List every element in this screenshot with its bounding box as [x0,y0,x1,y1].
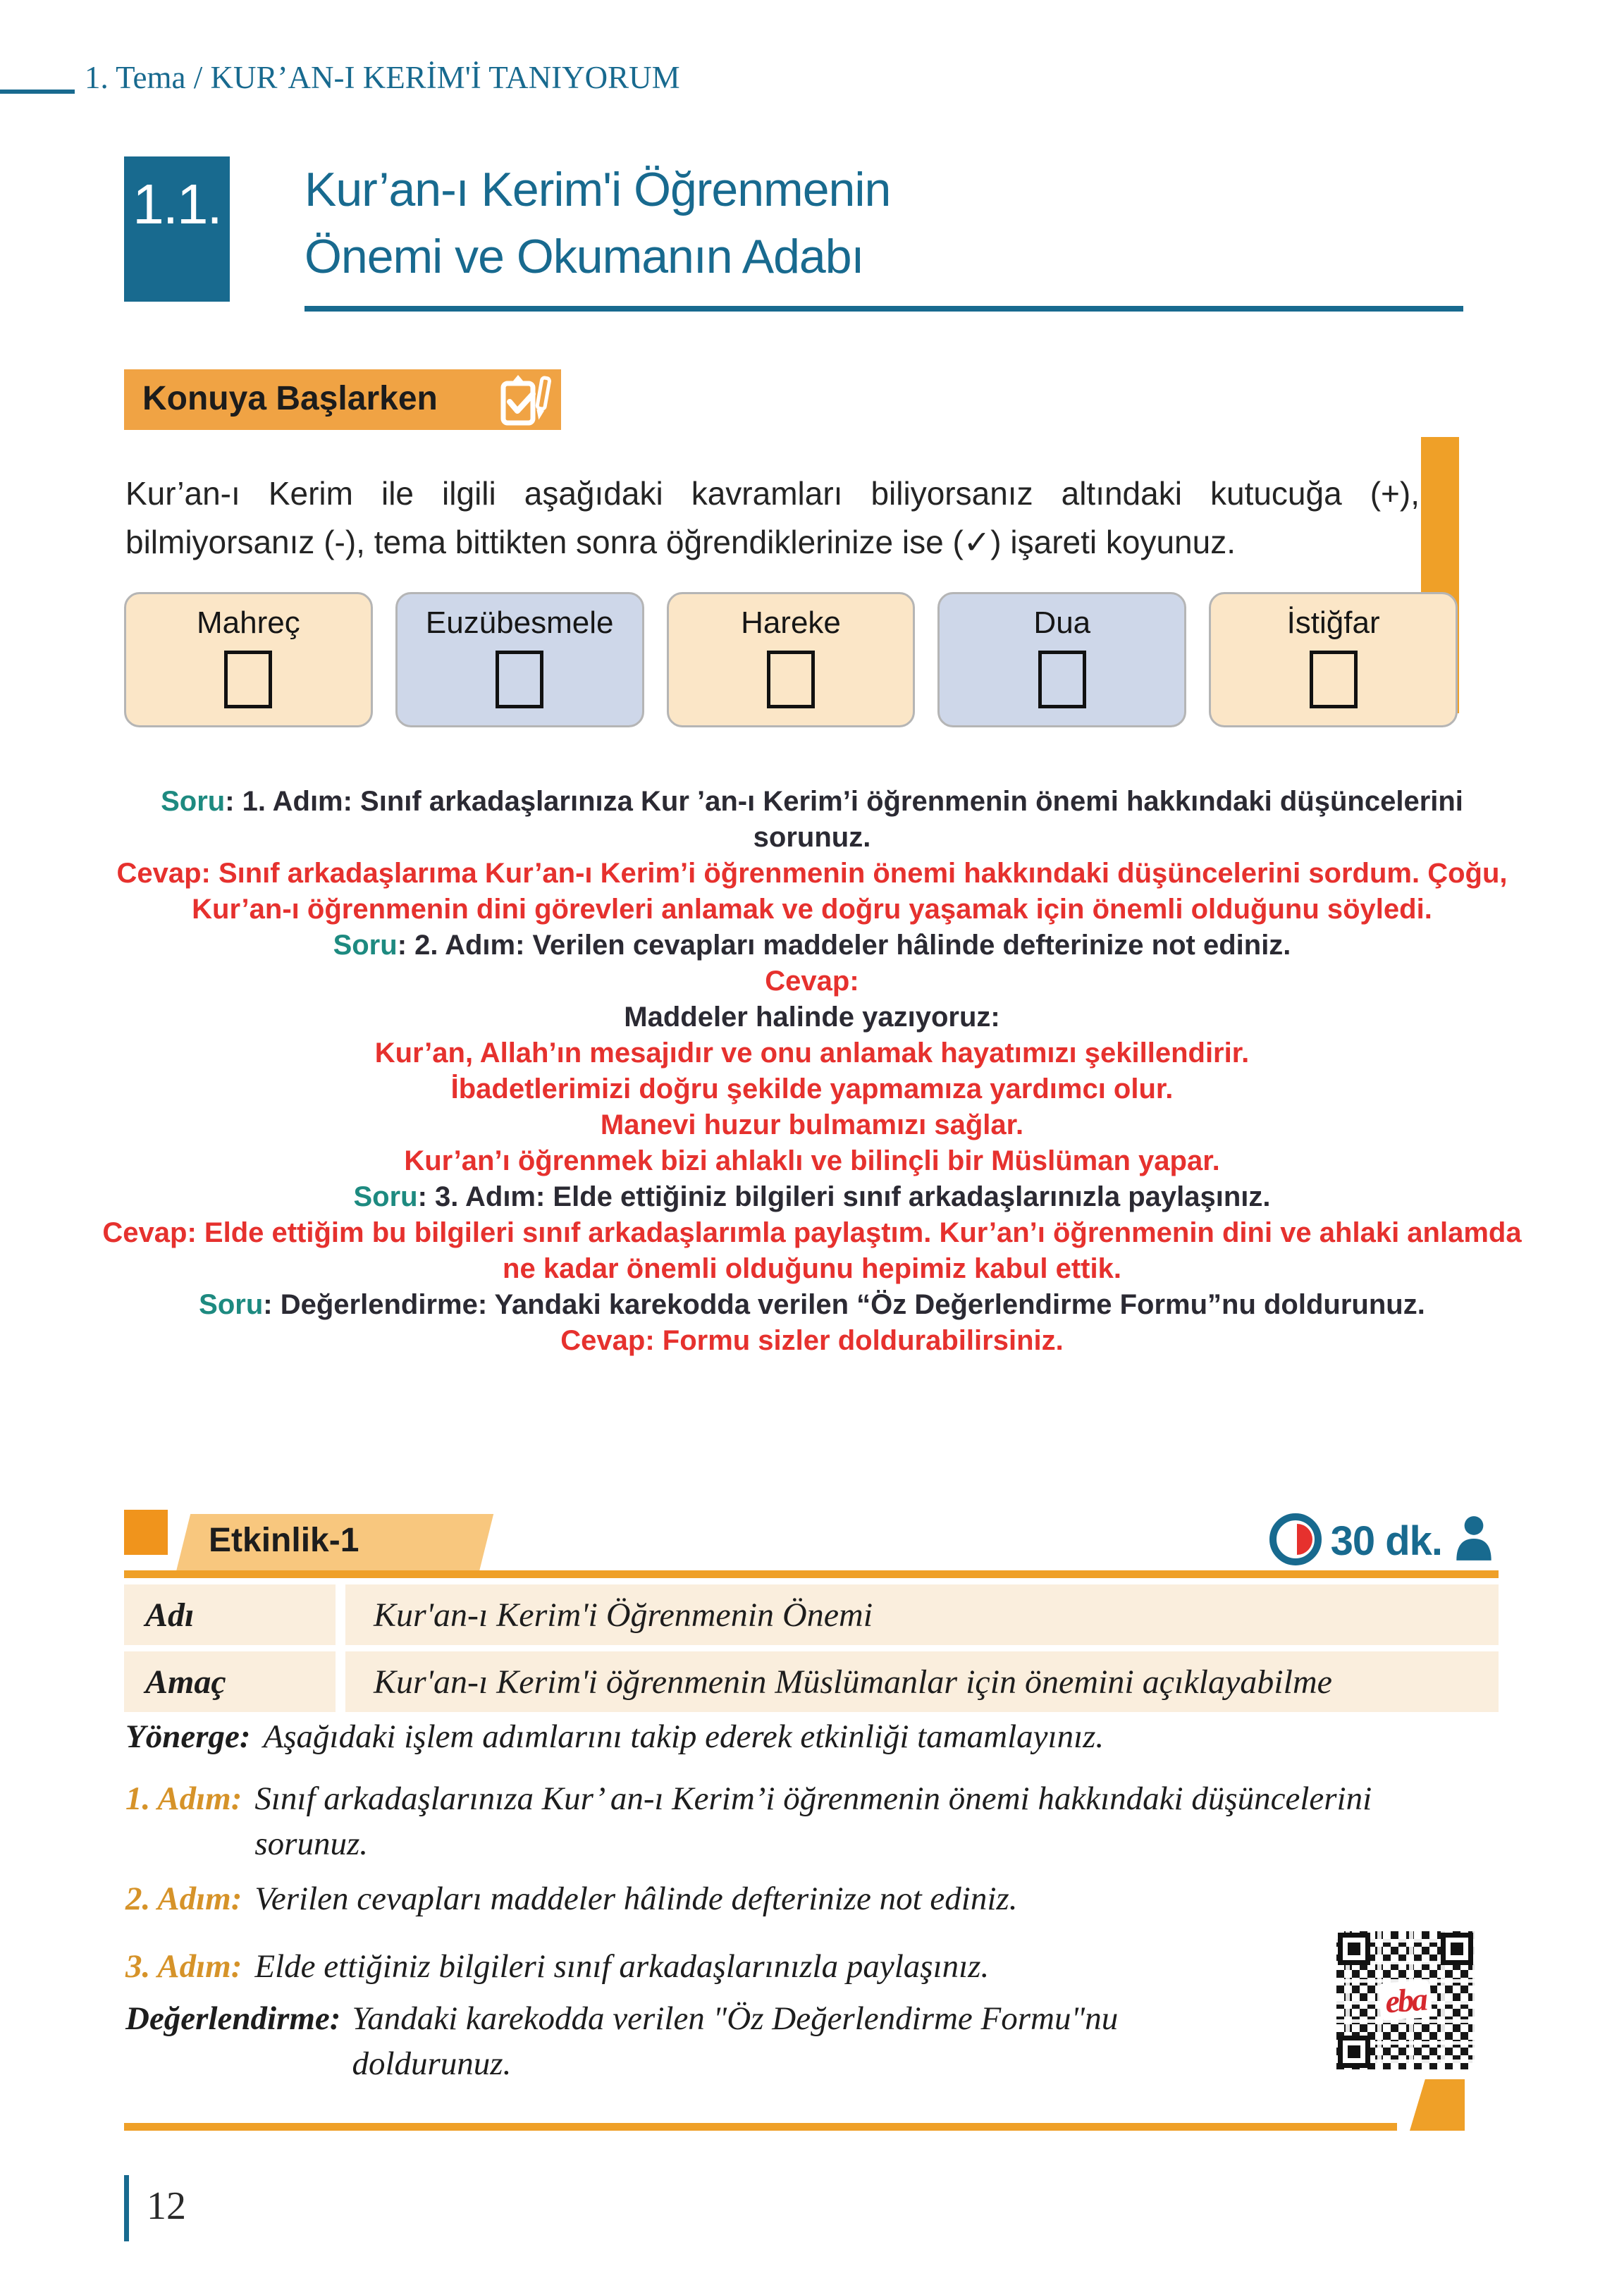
page-title-line1: Kur’an-ı Kerim'i Öğrenmenin [304,163,891,216]
qa-question-2-text: : 2. Adım: Verilen cevapları maddeler hâlinde defterinize not ediniz. [397,930,1291,961]
qa-answer-3: Cevap: Elde ettiğim bu bilgileri sınıf arkadaşlarımla paylaştım. Kur’an’ı öğrenmenin dini ve ahlaki anlamda ne kadar önemli olduğunu hepimiz kabul ettik. [102,1217,1522,1284]
concept-checkbox[interactable] [224,651,272,708]
step-2-text: Verilen cevapları maddeler hâlinde defterinize not ediniz. [254,1880,1018,1917]
breadcrumb: 1. Tema / KUR’AN-I KERİM'İ TANIYORUM [85,60,680,95]
header-rule [0,90,75,94]
qr-finder-square [1338,1933,1370,1965]
section-number: 1.1. [124,156,230,302]
qa-question-2 [99,928,1525,964]
concept-checkbox[interactable] [767,651,815,708]
qa-answer-2-item: Kur’an, Allah’ın mesajıdır ve onu anlamak hayatımızı şekillendirir. [374,1038,1250,1069]
concept-card-dua [937,592,1186,727]
konuya-baslarken-banner [124,369,561,430]
row-value: Kur'an-ı Kerim'i öğrenmenin Müslümanlar için önemini açıklayabilme [345,1651,1499,1712]
duration-label: 30 dk. [1330,1518,1442,1564]
section-title-block [124,156,1499,319]
qa-question-1-text: : 1. Adım: Sınıf arkadaşlarınıza Kur ’an-ı Kerim’i öğrenmenin önemi hakkındaki düşüncelerini sorunuz. [225,786,1463,853]
step-2 [125,1876,1380,1921]
bottom-accent-shape [1410,2079,1465,2131]
soru-label: Soru [353,1181,418,1212]
step-3 [125,1944,1380,1989]
clock-icon [1269,1513,1322,1570]
page-number: 12 [147,2184,186,2228]
concept-checkbox[interactable] [496,651,543,708]
concept-card-mahrec [124,592,373,727]
concept-card-euzubesmele [395,592,644,727]
person-icon [1451,1514,1497,1568]
table-row [124,1584,1499,1645]
step-1-text: Sınıf arkadaşlarınıza Kur’ an-ı Kerim’i öğrenmenin önemi hakkındaki düşüncelerini sorunuz. [254,1780,1372,1862]
table-row [124,1651,1499,1712]
concept-card-hareke [667,592,916,727]
yonerge-label: Yönerge: [125,1718,251,1755]
page-title [304,156,890,290]
soru-label: Soru [199,1289,264,1320]
title-underline [304,306,1463,312]
eba-logo: eba [1379,1980,1433,2021]
qa-question-3 [99,1179,1525,1215]
qa-question-1 [99,784,1525,856]
qa-answer-2-item: İbadetlerimizi doğru şekilde yapmamıza yardımcı olur. [450,1073,1174,1104]
concept-card-label: Mahreç [197,605,300,640]
activity-rule [124,1570,1499,1578]
qa-question-4-text: : Değerlendirme: Yandaki karekodda verilen “Öz Değerlendirme Formu”nu doldurunuz. [263,1289,1425,1320]
activity-table [124,1584,1499,1718]
concept-card-label: Hareke [741,605,841,640]
concept-checkbox[interactable] [1310,651,1358,708]
concept-card-label: İstiğfar [1286,605,1380,640]
concept-card-label: Euzübesmele [425,605,614,640]
degerlendirme-text: Yandaki karekodda verilen "Öz Değerlendirme Formu"nu doldurunuz. [352,2000,1119,2082]
row-value: Kur'an-ı Kerim'i Öğrenmenin Önemi [345,1584,1499,1645]
qa-answer-2-intro: Maddeler halinde yazıyoruz: [624,1002,1000,1033]
degerlendirme-label: Değerlendirme: [125,2000,341,2037]
page-number-bar [124,2175,129,2241]
soru-label: Soru [333,930,398,961]
banner-label: Konuya Başlarken [142,380,438,417]
step-2-label: 2. Adım: [125,1880,242,1917]
page-title-line2: Önemi ve Okumanın Adabı [304,230,864,283]
concept-cards-row [124,592,1458,727]
intro-paragraph: Kur’an-ı Kerim ile ilgili aşağıdaki kavramları biliyorsanız altındaki kutucuğa (+), bilmiyorsanız (-), tema bittikten sonra öğrendiklerinize ise (✓) işareti koyunuz. [125,475,1420,560]
yonerge-text: Aşağıdaki işlem adımlarını takip ederek etkinliği tamamlayınız. [263,1718,1105,1755]
qr-finder-square [1441,1933,1473,1965]
step-3-text: Elde ettiğiniz bilgileri sınıf arkadaşlarınızla paylaşınız. [254,1948,990,1985]
qa-answer-1: Cevap: Sınıf arkadaşlarıma Kur’an-ı Kerim’i öğrenmenin önemi hakkındaki düşüncelerini sordum. Çoğu, Kur’an-ı öğrenmenin dini görevleri anlamak ve doğru yaşamak için önemli olduğunu söyledi. [116,858,1508,925]
qa-answer-2-item: Kur’an’ı öğrenmek bizi ahlaklı ve bilinçli bir Müslüman yapar. [404,1145,1220,1176]
activity-timer [1269,1513,1497,1570]
qa-question-3-text: : 3. Adım: Elde ettiğiniz bilgileri sınıf arkadaşlarınızla paylaşınız. [417,1181,1271,1212]
activity-accent-square [124,1510,168,1555]
soru-label: Soru [161,786,226,817]
qa-answer-2-label: Cevap: [765,966,859,997]
step-3-label: 3. Adım: [125,1948,242,1985]
qr-code [1336,1931,1475,2069]
row-label: Amaç [124,1651,336,1712]
step-1 [125,1776,1380,1866]
concept-card-istigfar [1209,592,1458,727]
question-answer-block [99,784,1525,1359]
qa-answer-4: Cevap: Formu sizler doldurabilirsiniz. [560,1325,1064,1356]
qr-finder-square [1338,2036,1370,2068]
concept-checkbox[interactable] [1038,651,1086,708]
degerlendirme [125,1996,1225,2086]
activity-title: Etkinlik-1 [209,1522,359,1559]
step-1-label: 1. Adım: [125,1780,242,1817]
row-label: Adı [124,1584,336,1645]
qa-question-4 [99,1287,1525,1323]
yonerge [125,1714,1408,1759]
concept-card-label: Dua [1033,605,1091,640]
bottom-rule [124,2123,1397,2131]
clipboard-check-icon [488,371,555,430]
qa-answer-2-item: Manevi huzur bulmamızı sağlar. [600,1109,1024,1140]
